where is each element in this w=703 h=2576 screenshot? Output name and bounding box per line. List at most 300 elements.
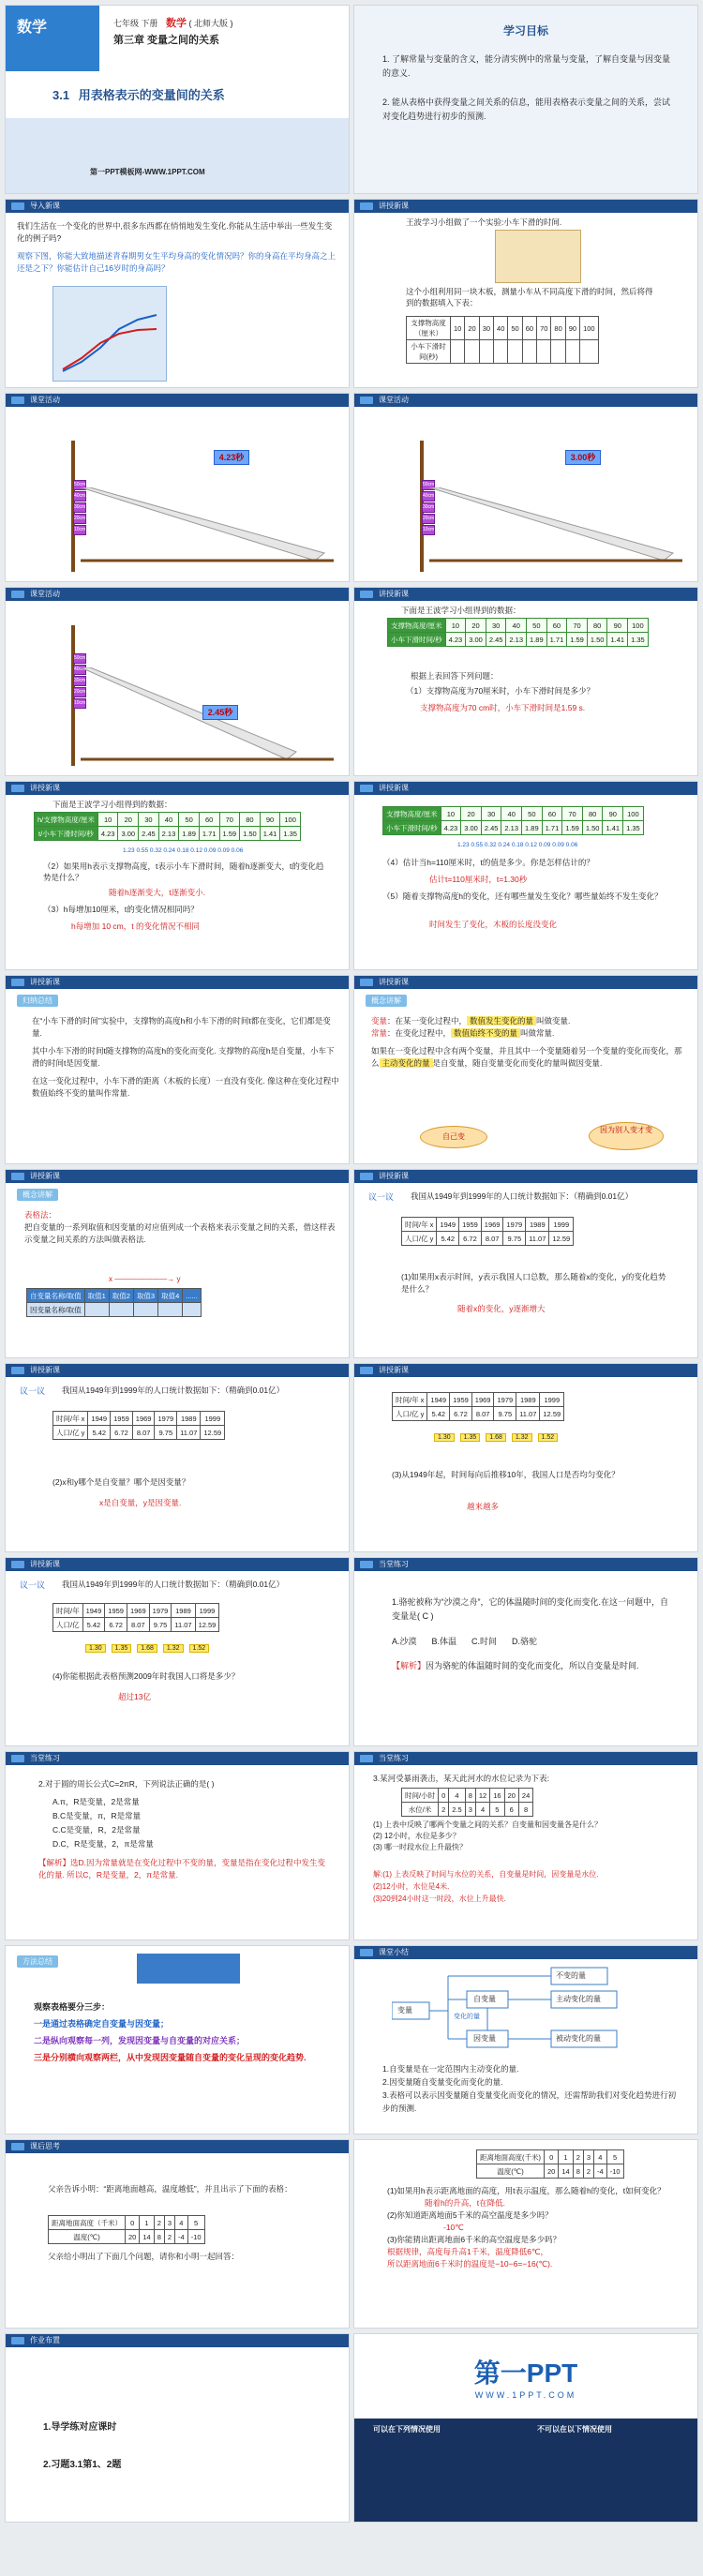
constant-definition [371, 1027, 688, 1040]
table-cell: 40 [494, 317, 508, 340]
table-cell: 1.89 [522, 821, 543, 835]
table-cell: 1979 [494, 1393, 516, 1407]
slide-exercise-3[interactable] [353, 1751, 698, 1940]
table-cell: 30 [479, 317, 493, 340]
table-cell: 10 [97, 813, 118, 827]
table-cell: 1959 [459, 1218, 482, 1232]
table-cell: 2.45 [139, 827, 159, 841]
table-cell: 5.42 [437, 1232, 459, 1246]
water-level-table [401, 1788, 533, 1817]
variable-definition [371, 1015, 688, 1027]
header-text: 讲授新课 [379, 784, 409, 792]
table-cell: 4.23 [441, 821, 461, 835]
table-cell: 1.50 [240, 827, 261, 841]
lesson-title: 用表格表示的变量间的关系 [78, 88, 225, 102]
table-cell: 2 [573, 2150, 583, 2164]
table-cell: 时间/年 [53, 1604, 83, 1618]
table-cell: -4 [175, 2230, 188, 2244]
stack-block: 50cm [73, 653, 86, 664]
question-2: (2)你知道距离地面5千米的高空温度是多少吗？ [387, 2210, 553, 2220]
table-cell: 8.07 [132, 1426, 155, 1440]
table-row [27, 1289, 202, 1303]
table-cell: 自变量名称/取值 [27, 1289, 85, 1303]
table-row [477, 2150, 624, 2164]
answer-4: 超过13亿 [118, 1692, 151, 1701]
table-cell: 2 [439, 1803, 449, 1817]
table-cell: 1989 [516, 1393, 540, 1407]
stack-block: 20cm [73, 514, 86, 524]
answer-1: 随着x的变化，y逐渐增大 [457, 1304, 546, 1313]
slide-header [354, 200, 697, 213]
intro-paragraph: 我们生活在一个变化的世界中,很多东西都在悄悄地发生变化.你能从生活中举出一些发生变化的例子吗? [17, 221, 333, 243]
diff-badge: 1.30 [434, 1433, 455, 1442]
discuss-tag: 议一议 [368, 1192, 395, 1202]
table-cell: 2.13 [158, 827, 179, 841]
slide-class-summary[interactable] [353, 1945, 698, 2134]
mini-table-icon [137, 1954, 240, 1984]
table-cell: 1969 [481, 1218, 503, 1232]
table-cell: 1.35 [623, 821, 644, 835]
students-image [495, 230, 581, 283]
header-text: 讲授新课 [379, 978, 409, 986]
question-intro: 根据上表回答下列问题： [411, 671, 499, 681]
table-row [402, 1218, 574, 1232]
table-row [393, 1407, 564, 1421]
slide-homework[interactable] [5, 2333, 350, 2523]
table-cell: 10 [445, 619, 466, 633]
table-cell: 取值3 [133, 1289, 157, 1303]
table-cell: 1999 [549, 1218, 574, 1232]
altitude-table [48, 2215, 205, 2244]
answer-1: 支撑物高度为70 cm时，小车下滑时间是1.59 s. [420, 703, 586, 712]
diff-badge: 1.32 [163, 1644, 184, 1653]
table-cell: 50 [522, 807, 543, 821]
site-url: 第一PPT模板网-WWW.1PPT.COM [90, 168, 205, 176]
slide-header [354, 1946, 697, 1959]
table-cell: 8 [465, 1789, 475, 1803]
table-cell: 1.59 [567, 633, 588, 647]
slide-concept-2[interactable] [5, 1169, 350, 1358]
table-cell: 60 [542, 807, 562, 821]
slide-header [6, 588, 349, 601]
chapter-title: 第三章 变量之间的关系 [113, 35, 220, 46]
option-d[interactable]: D.骆驼 [512, 1637, 538, 1646]
table-cell: 时间/年 x [393, 1393, 427, 1407]
header-text: 当堂练习 [30, 1754, 60, 1762]
table-cell: 100 [623, 807, 644, 821]
table-cell: 6 [504, 1803, 518, 1817]
slide-homework-thinking[interactable] [5, 2139, 350, 2329]
table-cell: 9.75 [155, 1426, 177, 1440]
table-cell: 8.07 [127, 1618, 149, 1632]
table-cell: 10 [441, 807, 461, 821]
explanation-text: 因为骆驼的体温随时间的变化而变化，所以自变量是时间. [426, 1661, 639, 1670]
table-cell: 90 [565, 317, 579, 340]
table-cell: 1979 [503, 1218, 526, 1232]
title-footer [6, 118, 349, 193]
ramp-board [429, 487, 682, 562]
slide-header [6, 782, 349, 795]
table-cell: 80 [587, 619, 607, 633]
slide-discuss-3[interactable] [353, 1363, 698, 1552]
table-cell: 1.41 [603, 821, 623, 835]
book-cover-text: 数学 [17, 20, 48, 36]
slide-activity-1[interactable] [5, 393, 350, 582]
table-cell: 4 [475, 1803, 489, 1817]
header-text: 讲授新课 [379, 1172, 409, 1180]
option-c[interactable]: C.时间 [471, 1637, 498, 1646]
table-cell: 20 [504, 1789, 518, 1803]
edition: ( 北师大版 ) [188, 19, 233, 28]
table-cell: 1949 [427, 1393, 450, 1407]
table-cell: 1 [559, 2150, 573, 2164]
data-intro: 下面是王波学习小组得到的数据： [52, 800, 172, 809]
slide-header [354, 782, 697, 795]
table-cell: 12.59 [195, 1618, 219, 1632]
diff-badge: 1.68 [137, 1644, 157, 1653]
table-cell: 2.13 [501, 821, 522, 835]
stack-block: 10cm [422, 525, 435, 535]
table-cell: 3.00 [466, 633, 486, 647]
lesson-heading [52, 85, 225, 103]
header-text: 导入新课 [30, 202, 60, 210]
answer-3: 越来越多 [467, 1502, 500, 1511]
table-cell: 1999 [540, 1393, 564, 1407]
table-cell: 8.07 [481, 1232, 503, 1246]
exercise-subquestions [373, 1820, 683, 1853]
highlight: 主动变化的量 [380, 1058, 433, 1068]
exercise-explanation [392, 1659, 669, 1673]
summary-paragraph-1: 在“小车下滑的时间”实验中，支撑物的高度h和小车下滑的时间t都在变化，它们都是变量. [32, 1016, 331, 1038]
difference-badges [85, 1642, 215, 1653]
answer-1: 解:(1) 上表反映了时间与水位的关系，自变量是时间，因变量是水位. [373, 1870, 599, 1879]
grade: 七年级 下册 [113, 19, 158, 28]
table-cell: 12 [475, 1789, 489, 1803]
table-cell: 1.89 [527, 633, 547, 647]
table-row [402, 1803, 533, 1817]
table-cell: 5.42 [88, 1426, 111, 1440]
text: 叫做常量. [520, 1028, 555, 1038]
slide-header [6, 1170, 349, 1183]
table-cell: 4.23 [445, 633, 466, 647]
answer-2: x是自变量，y是因变量. [99, 1498, 182, 1507]
answer-3-continued: 所以距离地面6千米时的温度是−10−6=−16(℃). [387, 2259, 553, 2269]
table-cell [158, 1303, 183, 1317]
thinking-outro: 父亲给小明出了下面几个问题，请你和小明一起回答： [48, 2252, 240, 2261]
concept-map [392, 1963, 673, 2057]
node-changing: 变化的量 [454, 2014, 480, 2020]
table-cell: 20 [545, 2164, 559, 2179]
table-cell: h/支撑物高度/厘米 [35, 813, 98, 827]
slide-method-summary[interactable] [5, 1945, 350, 2134]
goal-1: 1. 了解常量与变量的含义，能分清实例中的常量与变量，了解自变量与因变量的意义. [382, 54, 671, 78]
text: 叫做变量. [536, 1016, 571, 1026]
time-readout: 2.45秒 [202, 705, 238, 720]
table-cell: 5.42 [82, 1618, 105, 1632]
green-data-table [34, 812, 301, 841]
table-cell: 90 [607, 619, 628, 633]
answer-1: 随着h的升高，t在降低. [425, 2198, 505, 2208]
question-4: （4）估计当h=110厘米时，t的值是多少。你是怎样估计的？ [382, 858, 594, 867]
step-1: 一是通过表格确定自变量与因变量； [34, 2019, 170, 2029]
table-cell: 取值4 [158, 1289, 183, 1303]
ending-footer [354, 2419, 697, 2522]
table-cell: 5 [606, 2150, 623, 2164]
table-cell: 1979 [155, 1412, 177, 1426]
answer-4: 估计t=110厘米时，t=1.30秒 [429, 875, 528, 884]
height-chart-svg [53, 287, 166, 381]
table-cell: 人口/亿 y [402, 1232, 437, 1246]
slide-header [6, 2140, 349, 2153]
table-cell: 因变量名称/取值 [27, 1303, 85, 1317]
slide-discuss-4[interactable] [5, 1557, 350, 1746]
table-row [402, 1789, 533, 1803]
intro-question: 观察下图，你能大致地描述青春期男女生平均身高的变化情况吗？你的身高在平均身高之上还是之下？你能估计自己16岁时的身高吗？ [17, 251, 337, 273]
slide-concept-1[interactable] [353, 975, 698, 1164]
stack-block: 50cm [422, 480, 435, 490]
table-cell: 1.41 [607, 633, 628, 647]
node-constant: 不变的量 [556, 1971, 586, 1980]
term-table-method: 表格法： [24, 1210, 57, 1220]
question-3: (3)你能猜出距离地面6千米的高空温度是多少吗？ [387, 2235, 561, 2244]
goals-title: 学习目标 [502, 24, 548, 37]
homework-qa [387, 2185, 679, 2270]
slide-exercise-1[interactable] [353, 1557, 698, 1746]
option-a[interactable]: A.沙漠 [392, 1637, 417, 1646]
slide-header [6, 200, 349, 213]
slide-summary-1[interactable] [5, 975, 350, 1164]
table-cell: 时间/小时 [402, 1789, 439, 1803]
table-cell: 1989 [526, 1218, 549, 1232]
slide-homework-answers[interactable] [353, 2139, 698, 2329]
slide-header [354, 976, 697, 989]
table-cell: 20 [461, 807, 482, 821]
header-text: 课后思考 [30, 2142, 60, 2150]
table-cell: 1.41 [260, 827, 280, 841]
summary-paragraph-2: 其中小车下滑的时间t随支撑物的高度h的变化而变化. 支撑物的高度h是自变量，小车下滑的时间t是因变量. [32, 1046, 335, 1068]
slide-intro[interactable] [5, 199, 350, 388]
table-cell: 8 [518, 1803, 532, 1817]
slide-data-3[interactable] [353, 781, 698, 970]
option-d[interactable]: D.C，R是变量，2，π是常量 [52, 1839, 154, 1849]
table-cell: 1.71 [199, 827, 219, 841]
term-constant: 常量 [371, 1028, 388, 1038]
table-row [393, 1393, 564, 1407]
question-1: (1)如果用x表示时间，y表示我国人口总数，那么随着x的变化，y的变化趋势是什么？ [401, 1272, 666, 1294]
step-3: 三是分别横向观察两栏，从中发现因变量随自变量的变化呈现的变化趋势. [34, 2053, 307, 2062]
table-cell: 24 [518, 1789, 532, 1803]
table-row [53, 1412, 225, 1426]
slide-goals[interactable] [353, 5, 698, 194]
table-cell: 60 [546, 619, 567, 633]
diff-badge: 1.35 [112, 1644, 132, 1653]
table-cell [522, 340, 536, 364]
slide-header [6, 394, 349, 407]
table-cell: 4.23 [97, 827, 118, 841]
table-cell: 80 [240, 813, 261, 827]
stack-block: 20cm [73, 687, 86, 697]
table-cell: 人口/亿 y [393, 1407, 427, 1421]
table-cell: 1 [140, 2216, 154, 2230]
table-cell: 小车下滑时间/秒 [388, 633, 446, 647]
slide-discuss-2[interactable] [5, 1363, 350, 1552]
table-cell: 40 [501, 807, 522, 821]
stack-block: 30cm [73, 502, 86, 513]
data-intro: 下面是王波学习小组得到的数据： [401, 606, 521, 615]
table-cell: 60 [522, 317, 536, 340]
table-cell: 30 [139, 813, 159, 827]
table-cell: 水位/米 [402, 1803, 439, 1817]
answer-3: (3)20到24小时这一时段，水位上升最快. [373, 1895, 506, 1903]
summary-point-1: 1.自变量是在一定范围内主动变化的量. [382, 2064, 519, 2074]
term-variable: 变量 [371, 1016, 388, 1026]
altitude-table [476, 2149, 624, 2179]
table-row [388, 619, 649, 633]
table-row [49, 2216, 205, 2230]
answer-2: -10℃ [443, 2223, 464, 2232]
table-cell: 1989 [172, 1604, 195, 1618]
table-cell: 1.59 [219, 827, 240, 841]
table-cell: 4 [449, 1789, 465, 1803]
header-text: 讲授新课 [379, 202, 409, 210]
header-text: 讲授新课 [30, 1560, 60, 1568]
option-b[interactable]: B.体温 [431, 1637, 457, 1646]
table-cell: 支撑物高度/厘米 [388, 619, 446, 633]
concept-table [26, 1288, 202, 1317]
subquestion-3: (3) 哪一时段水位上升最快？ [373, 1843, 467, 1851]
question-1: (1)如果用h表示距离地面的高度，用t表示温度，那么随着h的变化，t如何变化？ [387, 2186, 666, 2195]
table-row [49, 2230, 205, 2244]
table-cell: 11.07 [177, 1426, 201, 1440]
table-cell: 1999 [201, 1412, 225, 1426]
slide-header [354, 1558, 697, 1571]
difference-row: 1.23 0.55 0.32 0.24 0.18 0.12 0.09 0.09 0.06 [123, 847, 244, 854]
table-cell: 3 [164, 2216, 174, 2230]
usage-allowed: 可以在下列情况使用 [373, 2425, 441, 2434]
slide-header [6, 1364, 349, 1377]
table-cell [109, 1303, 133, 1317]
exercise-options [52, 1795, 154, 1851]
table-cell: 3 [465, 1803, 475, 1817]
table-cell: 90 [260, 813, 280, 827]
summary-paragraph-3: 在这一变化过程中，小车下滑的距离（木板的长度）一直没有变化. 像这种在变化过程中数值始终不变的量叫作常量. [32, 1076, 339, 1098]
subject: 数学 [166, 18, 187, 29]
table-cell: 50 [508, 317, 522, 340]
slide-title[interactable] [5, 5, 350, 194]
table-cell: 2.45 [481, 821, 501, 835]
ramp-board [81, 487, 334, 562]
population-table [401, 1217, 574, 1246]
table-cell: 9.75 [149, 1618, 172, 1632]
table-cell [565, 340, 579, 364]
table-cell: 12.59 [549, 1232, 574, 1246]
table-cell: 20 [465, 317, 479, 340]
slide-experiment[interactable] [353, 199, 698, 388]
slide-data-1[interactable] [353, 587, 698, 776]
table-cell: 5 [187, 2216, 204, 2230]
usage-forbidden: 不可以在以下情况使用 [537, 2425, 612, 2434]
slide-activity-3[interactable] [5, 587, 350, 776]
table-cell: 0 [126, 2216, 140, 2230]
stack-block: 40cm [422, 491, 435, 502]
table-cell: 支撑物高度/厘米 [383, 807, 441, 821]
table-cell: 1959 [105, 1604, 127, 1618]
summary-point-2: 2.因变量随自变量变化而变化的量. [382, 2077, 503, 2087]
table-cell: 1949 [437, 1218, 459, 1232]
arrow-icon: ———————→ [114, 1275, 175, 1283]
table-cell: -4 [594, 2164, 607, 2179]
table-cell: 1.71 [546, 633, 567, 647]
stack-block: 50cm [73, 480, 86, 490]
table-cell: 1.35 [628, 633, 649, 647]
table-row [388, 633, 649, 647]
exercise-question: 2.对于圆的周长公式C=2πR，下列说法正确的是( ) [38, 1779, 215, 1789]
table-cell [537, 340, 551, 364]
time-readout: 4.23秒 [214, 450, 249, 465]
step-2: 二是纵向观察每一列，发现因变量与自变量的对应关系； [34, 2036, 246, 2045]
option-b[interactable]: B.C是变量，π，R是常量 [52, 1811, 142, 1820]
option-a[interactable]: A.π，R是变量，2是常量 [52, 1797, 140, 1806]
table-cell: 6.72 [450, 1407, 472, 1421]
difference-row: 1.23 0.55 0.32 0.24 0.18 0.12 0.09 0.09 0.06 [457, 842, 578, 848]
table-cell: 100 [580, 317, 599, 340]
table-cell [479, 340, 493, 364]
header-text: 课堂活动 [30, 396, 60, 404]
stack-block: 30cm [73, 676, 86, 686]
table-cell: 10 [451, 317, 465, 340]
population-table [52, 1603, 219, 1632]
table-row [407, 340, 599, 364]
table-cell: 20 [126, 2230, 140, 2244]
population-table [52, 1411, 225, 1440]
table-cell: 1969 [132, 1412, 155, 1426]
table-cell: 11.07 [172, 1618, 195, 1632]
population-intro: 我国从1949年到1999年的人口统计数据如下：（精确到0.01亿） [411, 1191, 634, 1201]
text: ：在某一变化过程中， [387, 1016, 468, 1026]
table-cell: 9.75 [503, 1232, 526, 1246]
table-cell: 20 [466, 619, 486, 633]
header-text: 作业布置 [30, 2336, 60, 2344]
table-cell: 4 [175, 2216, 188, 2230]
slide-ending[interactable] [353, 2333, 698, 2523]
header-text: 讲授新课 [379, 1366, 409, 1374]
table-cell: 40 [506, 619, 527, 633]
table-cell: 6.72 [459, 1232, 482, 1246]
population-intro: 我国从1949年到1999年的人口统计数据如下：（精确到0.01亿） [62, 1580, 285, 1589]
option-c[interactable]: C.C是变量，R，2是常量 [52, 1825, 141, 1835]
answer-2: 随着h逐渐变大，t逐渐变小. [109, 888, 205, 897]
table-cell: 温度(℃) [477, 2164, 545, 2179]
table-cell: 3.00 [118, 827, 139, 841]
text: 如果在一变化过程中含有两个变量，并且其中一个变量随着另一个变量的变化而变化，那么 [371, 1046, 682, 1068]
slide-header [354, 1364, 697, 1377]
table-cell: 距离地面高度（千米） [49, 2216, 126, 2230]
table-cell: ...... [183, 1289, 202, 1303]
slide-exercise-2[interactable] [5, 1751, 350, 1940]
table-cell: 时间/年 x [402, 1218, 437, 1232]
slide-data-2[interactable] [5, 781, 350, 970]
answer-5: 时间发生了变化，木板的长度没变化 [429, 920, 558, 929]
table-cell: 30 [486, 619, 506, 633]
header-text: 当堂练习 [379, 1560, 409, 1568]
table-cell [494, 340, 508, 364]
slide-discuss-1[interactable] [353, 1169, 698, 1358]
experiment-intro: 王波学习小组做了一个实验:小车下滑的时间. [406, 217, 562, 227]
table-cell: 11.07 [516, 1407, 540, 1421]
question-3: （3）h每增加10厘米，t的变化情况相同吗？ [43, 905, 199, 914]
slide-activity-2[interactable] [353, 393, 698, 582]
table-cell: 1949 [88, 1412, 111, 1426]
